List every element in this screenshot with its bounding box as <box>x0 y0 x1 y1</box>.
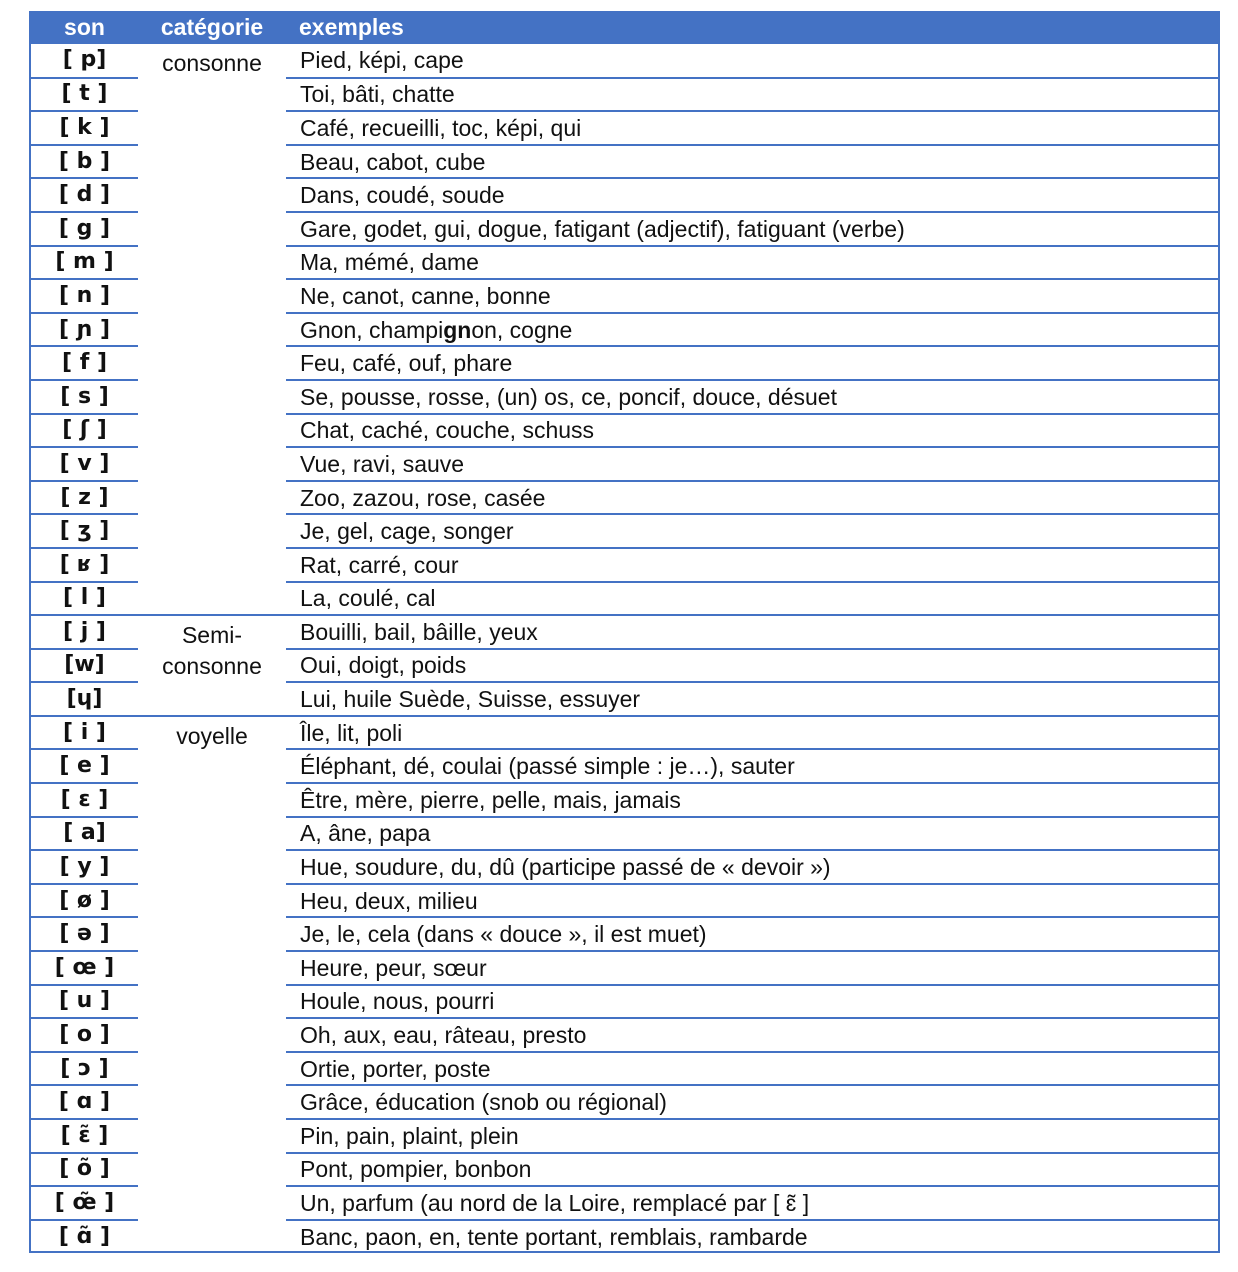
phoneme-symbol: [w] <box>31 649 138 683</box>
examples-cell: Banc, paon, en, tente portant, remblais, rambarde <box>300 1224 808 1251</box>
category-cell <box>138 716 286 1254</box>
examples-cell: Ma, mémé, dame <box>286 246 1218 280</box>
examples-cell: Houle, nous, pourri <box>286 985 1218 1019</box>
phoneme-symbol: [ u ] <box>31 985 138 1019</box>
header-row <box>31 11 1218 44</box>
examples-cell: Beau, cabot, cube <box>286 145 1218 179</box>
phoneme-symbol: [ õ ] <box>31 1153 138 1187</box>
phoneme-symbol: [ p] <box>31 44 138 78</box>
phoneme-symbol: [ y ] <box>31 850 138 884</box>
examples-cell: Se, pousse, rosse, (un) os, ce, poncif, douce, désuet <box>286 380 1218 414</box>
examples-cell: Pied, képi, cape <box>286 44 1218 78</box>
examples-cell: Chat, caché, couche, schuss <box>286 414 1218 448</box>
examples-cell: Toi, bâti, chatte <box>286 78 1218 112</box>
examples-cell: Hue, soudure, du, dû (participe passé de « devoir ») <box>286 850 1218 884</box>
examples-cell: Pont, pompier, bonbon <box>286 1153 1218 1187</box>
phoneme-symbol: [ b ] <box>31 145 138 179</box>
phoneme-symbol: [ j ] <box>31 615 138 649</box>
phoneme-symbol: [ ɔ ] <box>31 1052 138 1086</box>
phoneme-symbol: [ o ] <box>31 1018 138 1052</box>
phoneme-table <box>31 11 1218 1253</box>
phoneme-symbol: [ ø ] <box>31 884 138 918</box>
table-header <box>31 11 1218 44</box>
examples-cell: Dans, coudé, soude <box>286 178 1218 212</box>
phoneme-symbol: [ n ] <box>31 279 138 313</box>
phoneme-symbol: [ɥ] <box>31 682 138 716</box>
category-label: Semi- consonne <box>162 622 262 680</box>
phoneme-symbol: [ ʃ ] <box>31 414 138 448</box>
phoneme-symbol: [ ʁ ] <box>31 548 138 582</box>
header-categorie: catégorie <box>138 11 286 44</box>
category-label: consonne <box>162 50 262 76</box>
phoneme-symbol: [ v ] <box>31 447 138 481</box>
examples-cell: A, âne, papa <box>286 817 1218 851</box>
examples-cell: La, coulé, cal <box>286 582 1218 616</box>
phoneme-symbol: [ z ] <box>31 481 138 515</box>
examples-text-highlight: gn <box>443 316 472 343</box>
examples-cell: Heure, peur, sœur <box>286 951 1218 985</box>
table-row <box>31 44 1218 78</box>
table-body <box>31 44 1218 1253</box>
phoneme-symbol: [ k ] <box>31 111 138 145</box>
examples-cell: Rat, carré, cour <box>286 548 1218 582</box>
category-cell <box>138 44 286 615</box>
phoneme-symbol: [ ɛ̃ ] <box>31 1119 138 1153</box>
phoneme-symbol: [ l ] <box>31 582 138 616</box>
examples-cell: Feu, café, ouf, phare <box>286 346 1218 380</box>
phoneme-symbol: [ ɑ ] <box>31 1085 138 1119</box>
table-row <box>31 716 1218 750</box>
phoneme-symbol: [ m ] <box>31 246 138 280</box>
phoneme-symbol: [ œ̃ ] <box>31 1186 138 1220</box>
phoneme-symbol: [ œ ] <box>31 951 138 985</box>
examples-cell: Bouilli, bail, bâille, yeux <box>286 615 1218 649</box>
table-row <box>31 615 1218 649</box>
phoneme-symbol: [ i ] <box>31 716 138 750</box>
examples-cell: Je, gel, cage, songer <box>286 514 1218 548</box>
phoneme-symbol: [ g ] <box>31 212 138 246</box>
phoneme-symbol: [ d ] <box>31 178 138 212</box>
phoneme-symbol: [ e ] <box>31 749 138 783</box>
phoneme-symbol: [ ʒ ] <box>31 514 138 548</box>
header-son: son <box>31 11 138 44</box>
examples-cell: Un, parfum (au nord de la Loire, remplacé par [ ɛ̃ ] <box>286 1186 1218 1220</box>
examples-cell: Pin, pain, plaint, plein <box>286 1119 1218 1153</box>
header-exemples: exemples <box>286 11 1218 44</box>
category-label: voyelle <box>176 722 248 749</box>
phoneme-table-frame <box>29 11 1220 1253</box>
examples-text-start: Gnon, champi <box>300 316 444 343</box>
phoneme-symbol: [ s ] <box>31 380 138 414</box>
examples-cell: Oui, doigt, poids <box>286 649 1218 683</box>
phoneme-symbol: [ a] <box>31 817 138 851</box>
phoneme-symbol: [ ɛ ] <box>31 783 138 817</box>
phoneme-symbol: [ ɑ̃ ] <box>58 1224 111 1250</box>
phoneme-symbol: [ ɲ ] <box>31 313 138 347</box>
phoneme-symbol: [ t ] <box>31 78 138 112</box>
examples-cell: Grâce, éducation (snob ou régional) <box>286 1085 1218 1119</box>
examples-cell: Vue, ravi, sauve <box>286 447 1218 481</box>
examples-cell: Île, lit, poli <box>286 716 1218 750</box>
examples-cell: Ne, canot, canne, bonne <box>286 279 1218 313</box>
examples-cell: Être, mère, pierre, pelle, mais, jamais <box>286 783 1218 817</box>
examples-cell: Éléphant, dé, coulai (passé simple : je…), sauter <box>286 749 1218 783</box>
examples-cell: Lui, huile Suède, Suisse, essuyer <box>286 682 1218 716</box>
examples-cell: Heu, deux, milieu <box>286 884 1218 918</box>
category-cell <box>138 615 286 716</box>
phoneme-symbol: [ ə ] <box>31 917 138 951</box>
examples-cell: Ortie, porter, poste <box>286 1052 1218 1086</box>
examples-cell: Zoo, zazou, rose, casée <box>286 481 1218 515</box>
phoneme-symbol: [ f ] <box>31 346 138 380</box>
examples-cell <box>286 313 1218 347</box>
examples-cell: Café, recueilli, toc, képi, qui <box>286 111 1218 145</box>
examples-text-end: on, cogne <box>471 316 573 343</box>
examples-cell: Je, le, cela (dans « douce », il est muet) <box>286 917 1218 951</box>
examples-cell: Gare, godet, gui, dogue, fatigant (adjectif), fatiguant (verbe) <box>286 212 1218 246</box>
examples-cell: Oh, aux, eau, râteau, presto <box>286 1018 1218 1052</box>
